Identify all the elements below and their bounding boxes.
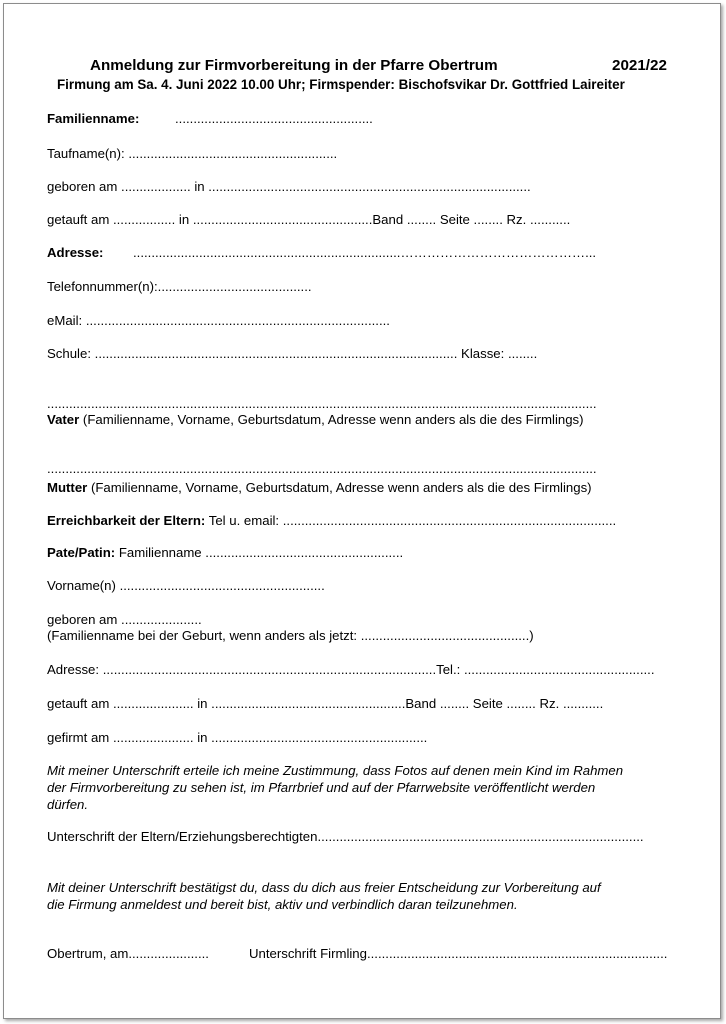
erreichbarkeit-field[interactable]: [47, 513, 616, 529]
adresse-label: Adresse:: [47, 245, 104, 260]
photo-consent-text: Mit meiner Unterschrift erteile ich meine Zustimmung, dass Fotos auf denen mein Kind im Rahmen der Firmvorbereitung zu sehen ist, im Pfarrbrief und auf der Pfarrwebsite veröffentlicht werden dürfen.: [47, 763, 624, 812]
mutter-blank-line[interactable]: ......................................................................................................................................................: [47, 461, 597, 476]
school-year: 2021/22: [612, 57, 667, 74]
form-title: Anmeldung zur Firmvorbereitung in der Pfarre Obertrum: [90, 57, 498, 74]
vater-blank-line[interactable]: ......................................................................................................................................................: [47, 396, 597, 411]
adresse-line: .........................................................................……………………………………...: [133, 245, 597, 260]
pate-label: Pate/Patin:: [47, 545, 116, 560]
schule-field[interactable]: Schule: ................................................................................................... Klasse: ........: [47, 346, 538, 361]
email-field[interactable]: eMail: ...................................................................................: [47, 313, 390, 328]
mutter-label-row: [47, 480, 592, 496]
commitment-text: Mit deiner Unterschrift bestätigst du, dass du dich aus freier Entscheidung zur Vorbereitung auf die Firmung anmeldest und bereit bist, aktiv und verbindlich daran teilzunehmen.: [47, 880, 601, 912]
familienname-field[interactable]: [47, 111, 373, 127]
geboren-field[interactable]: geboren am ................... in ........................................................................................: [47, 179, 531, 194]
confirmation-info: Firmung am Sa. 4. Juni 2022 10.00 Uhr; Firmspender: Bischofsvikar Dr. Gottfried Laireiter: [57, 77, 625, 92]
vater-label-row: [47, 412, 584, 428]
getauft-field[interactable]: getauft am ................. in .................................................Band ........ Seite ........ Rz. ...........: [47, 212, 571, 227]
erreichbarkeit-line: Tel u. email: ...........................................................................................: [205, 513, 617, 528]
pate-getauft-field[interactable]: getauft am ...................... in .....................................................Band ........ Seite ........ Rz. ...........: [47, 696, 604, 711]
telefon-field[interactable]: Telefonnummer(n):..........................................: [47, 279, 312, 294]
candidate-signature-field[interactable]: Unterschrift Firmling..................................................................................: [249, 946, 668, 961]
pate-vorname-field[interactable]: Vorname(n) ........................................................: [47, 578, 325, 593]
vater-hint: (Familienname, Vorname, Geburtsdatum, Adresse wenn anders als die des Firmlings): [79, 412, 584, 427]
vater-label: Vater: [47, 412, 80, 427]
familienname-label: Familienname:: [47, 111, 140, 126]
pate-adresse-field[interactable]: Adresse: ...........................................................................................Tel.: ....................................................: [47, 662, 655, 677]
pate-familienname-line: Familienname ......................................................: [115, 545, 404, 560]
erreichbarkeit-label: Erreichbarkeit der Eltern:: [47, 513, 206, 528]
mutter-hint: (Familienname, Vorname, Geburtsdatum, Adresse wenn anders als die des Firmlings): [87, 480, 592, 495]
mutter-label: Mutter: [47, 480, 88, 495]
place-date-field[interactable]: Obertrum, am......................: [47, 946, 209, 961]
familienname-line: ......................................................: [175, 111, 373, 126]
taufname-field[interactable]: Taufname(n): .........................................................: [47, 146, 338, 161]
pate-geburtsname-field[interactable]: (Familienname bei der Geburt, wenn anders als jetzt: ..............................................): [47, 628, 534, 643]
pate-geboren-field[interactable]: geboren am ......................: [47, 612, 202, 627]
adresse-field[interactable]: [47, 245, 597, 261]
pate-gefirmt-field[interactable]: gefirmt am ...................... in ...........................................................: [47, 730, 428, 745]
parents-signature-field[interactable]: Unterschrift der Eltern/Erziehungsberechtigten.........................................................................................: [47, 829, 644, 844]
pate-familienname-field[interactable]: [47, 545, 403, 561]
